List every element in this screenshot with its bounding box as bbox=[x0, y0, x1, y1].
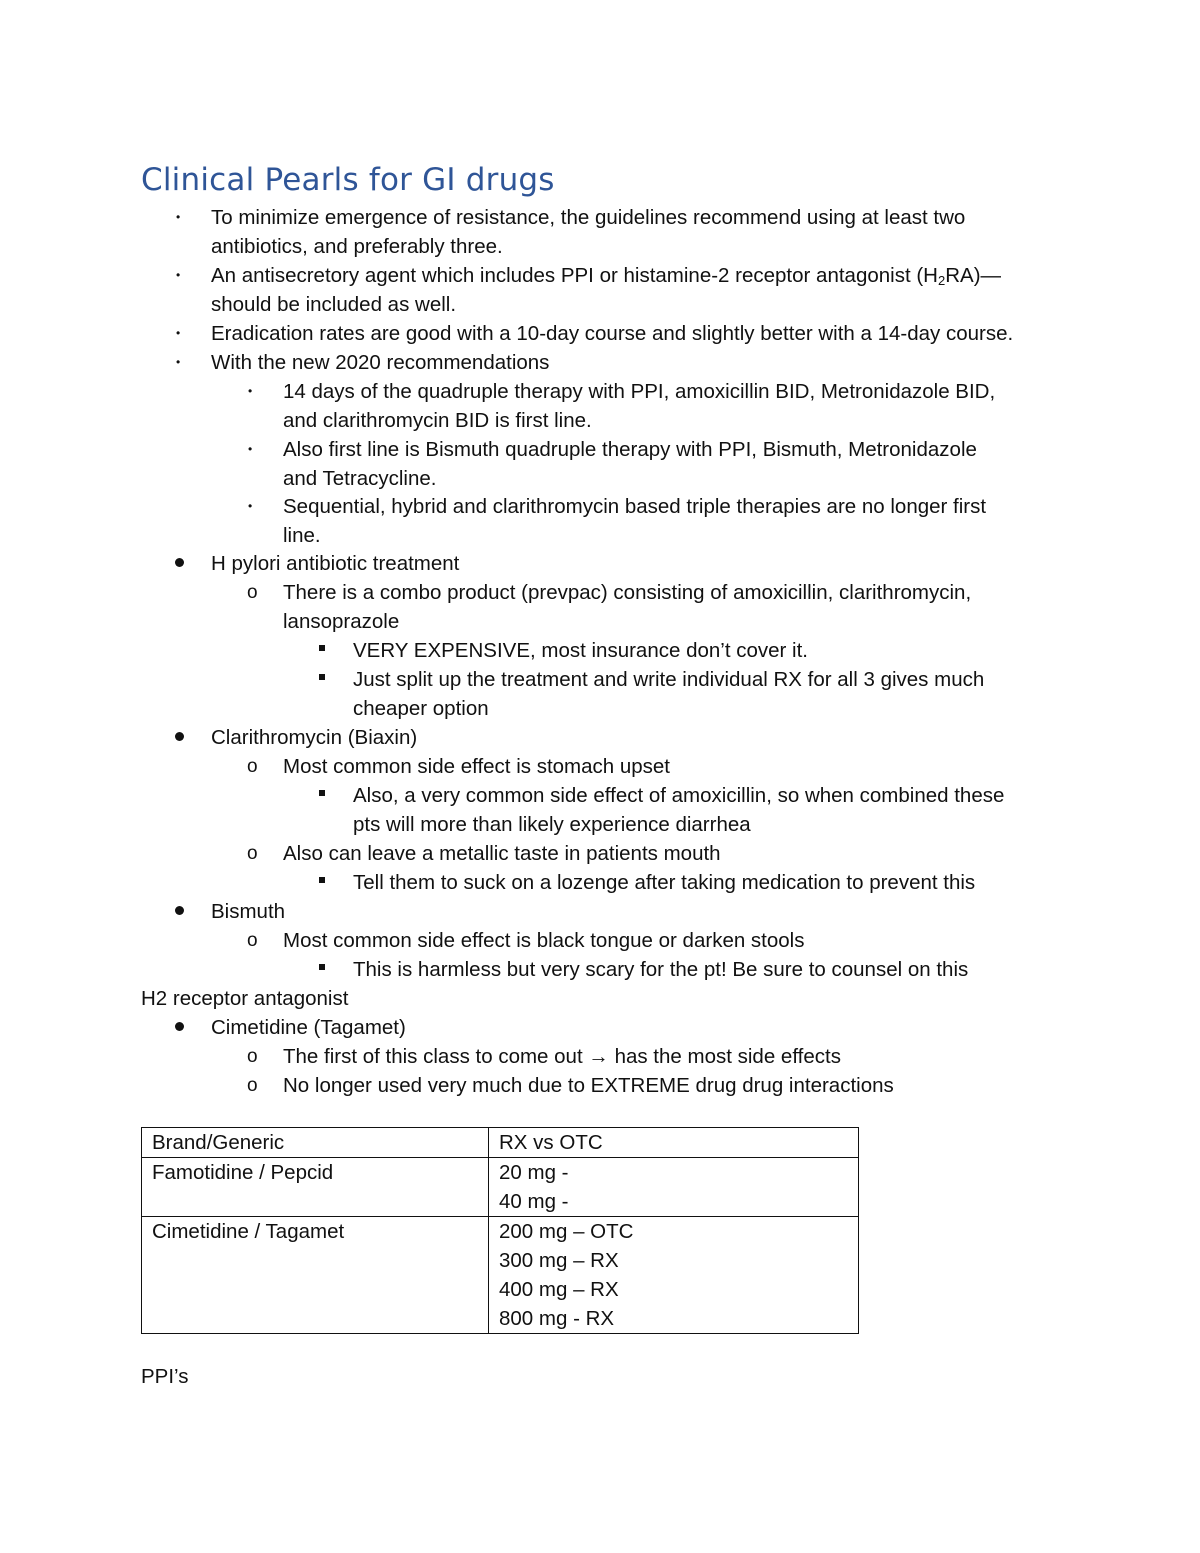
bullet-icon: • bbox=[176, 210, 181, 224]
list-item: lansoprazole bbox=[283, 610, 400, 633]
bullet-icon: • bbox=[248, 499, 253, 513]
list-item: VERY EXPENSIVE, most insurance don’t cover it. bbox=[353, 639, 809, 662]
list-item: Cimetidine (Tagamet) bbox=[211, 1016, 406, 1039]
bullet-icon: • bbox=[176, 268, 181, 282]
bullet-dot-icon bbox=[175, 732, 184, 741]
circle-bullet-icon: o bbox=[247, 1075, 258, 1096]
bullet-text: Also first line is Bismuth quadruple therapy with PPI, Bismuth, Metronidazole bbox=[283, 438, 977, 461]
list-item: The first of this class to come out → has the most side effects bbox=[283, 1045, 841, 1068]
bullet-text: should be included as well. bbox=[211, 293, 457, 316]
circle-bullet-icon: o bbox=[247, 1046, 258, 1067]
list-item: This is harmless but very scary for the pt! Be sure to counsel on this bbox=[353, 958, 969, 981]
circle-bullet-icon: o bbox=[247, 843, 258, 864]
square-bullet-icon bbox=[319, 964, 325, 970]
bullet-text: and Tetracycline. bbox=[283, 467, 437, 490]
table-row bbox=[142, 1158, 859, 1217]
bullet-text: An antisecretory agent which includes PPI or histamine-2 receptor antagonist $(H_2RA)—$ bbox=[211, 264, 1002, 288]
document-title: Clinical Pearls for GI drugs bbox=[141, 162, 555, 198]
list-item: Most common side effect is stomach upset bbox=[283, 755, 671, 778]
section-heading: PPI’s bbox=[141, 1365, 189, 1388]
bullet-text: antibiotics, and preferably three. bbox=[211, 235, 503, 258]
list-item: Also, a very common side effect of amoxicillin, so when combined these bbox=[353, 784, 1005, 807]
list-item: Tell them to suck on a lozenge after taking medication to prevent this bbox=[353, 871, 976, 894]
list-item: No longer used very much due to EXTREME drug drug interactions bbox=[283, 1074, 894, 1097]
bullet-dot-icon bbox=[175, 906, 184, 915]
list-item: Most common side effect is black tongue or darken stools bbox=[283, 929, 805, 952]
list-item: There is a combo product (prevpac) consisting of amoxicillin, clarithromycin, bbox=[283, 581, 972, 604]
circle-bullet-icon: o bbox=[247, 582, 258, 603]
bullet-dot-icon bbox=[175, 558, 184, 567]
square-bullet-icon bbox=[319, 645, 325, 651]
square-bullet-icon bbox=[319, 790, 325, 796]
list-item: pts will more than likely experience diarrhea bbox=[353, 813, 751, 836]
bullet-text: Sequential, hybrid and clarithromycin based triple therapies are no longer first bbox=[283, 495, 987, 518]
bullet-text: With the new 2020 recommendations bbox=[211, 351, 550, 374]
bullet-text: and clarithromycin BID is first line. bbox=[283, 409, 592, 432]
bullet-text: To minimize emergence of resistance, the guidelines recommend using at least two bbox=[211, 206, 966, 229]
table-header-row bbox=[142, 1128, 859, 1158]
bullet-icon: • bbox=[248, 384, 253, 398]
list-item: Also can leave a metallic taste in patients mouth bbox=[283, 842, 721, 865]
table-header-cell: RX vs OTC bbox=[489, 1128, 859, 1158]
table-cell: Famotidine / Pepcid bbox=[142, 1158, 489, 1217]
table-cell: 20 mg - 40 mg - bbox=[489, 1158, 859, 1217]
bullet-text: Eradication rates are good with a 10-day course and slightly better with a 14-day course. bbox=[211, 322, 1014, 345]
dosage-table bbox=[141, 1127, 859, 1334]
table-cell: 200 mg – OTC 300 mg – RX 400 mg – RX 800 mg - RX bbox=[489, 1217, 859, 1334]
bullet-icon: • bbox=[176, 355, 181, 369]
right-arrow-icon: → bbox=[588, 1045, 609, 1068]
bullet-text: 14 days of the quadruple therapy with PPI, amoxicillin BID, Metronidazole BID, bbox=[283, 380, 996, 403]
square-bullet-icon bbox=[319, 877, 325, 883]
square-bullet-icon bbox=[319, 674, 325, 680]
section-heading: H2 receptor antagonist bbox=[141, 987, 349, 1010]
section-heading: Bismuth bbox=[211, 900, 286, 923]
bullet-text: line. bbox=[283, 524, 321, 547]
bullet-icon: • bbox=[176, 326, 181, 340]
circle-bullet-icon: o bbox=[247, 756, 258, 777]
bullet-icon: • bbox=[248, 442, 253, 456]
bullet-dot-icon bbox=[175, 1022, 184, 1031]
circle-bullet-icon: o bbox=[247, 930, 258, 951]
table-row bbox=[142, 1217, 859, 1334]
table-header-cell: Brand/Generic bbox=[142, 1128, 489, 1158]
section-heading: Clarithromycin (Biaxin) bbox=[211, 726, 418, 749]
list-item: Just split up the treatment and write individual RX for all 3 gives much bbox=[353, 668, 985, 691]
table-cell: Cimetidine / Tagamet bbox=[142, 1217, 489, 1334]
list-item: cheaper option bbox=[353, 697, 489, 720]
section-heading: H pylori antibiotic treatment bbox=[211, 552, 460, 575]
